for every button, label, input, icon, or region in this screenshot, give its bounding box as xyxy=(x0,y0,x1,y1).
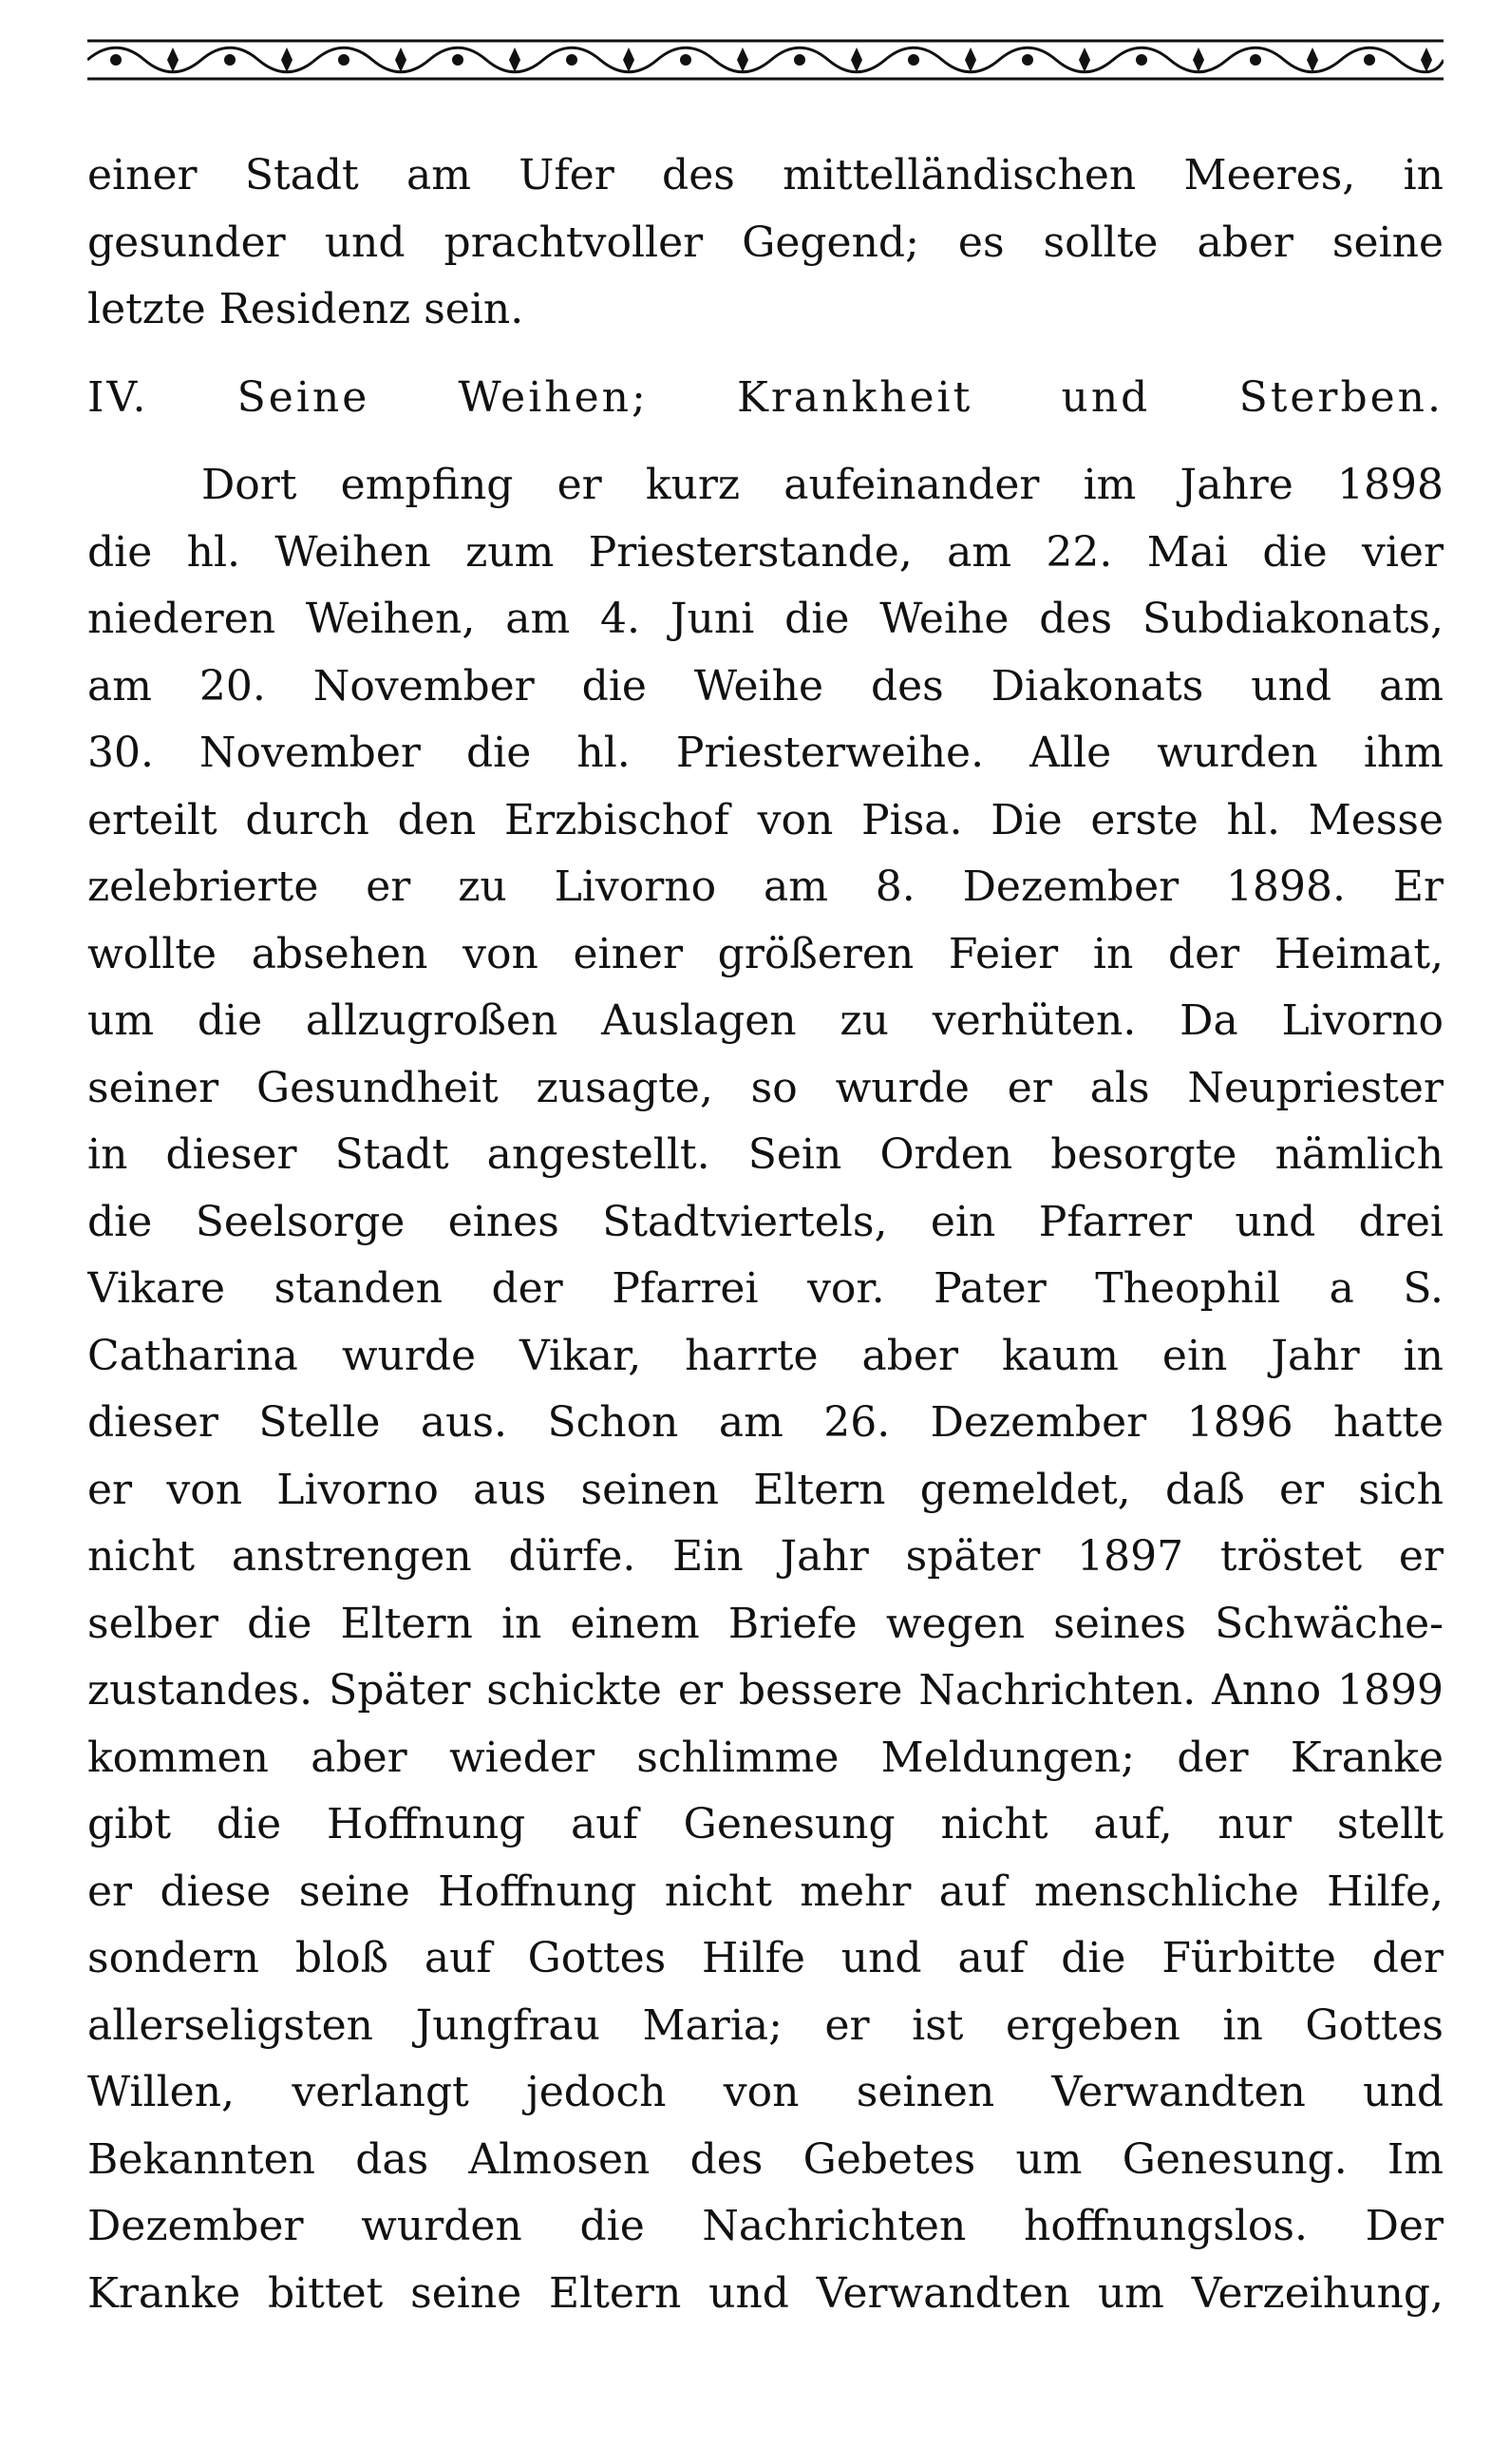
text-line: Catharina wurde Vikar, harrte aber kaum ein Jahr in xyxy=(87,1331,1444,1380)
text-line: allerseligsten Jungfrau Maria; er ist ergeben in Gottes xyxy=(87,2000,1444,2050)
text-line: zustandes. Später schickte er bessere Nachrichten. Anno 1899 xyxy=(87,1666,1444,1715)
text-line: die hl. Weihen zum Priesterstande, am 22. Mai die vier xyxy=(87,527,1444,577)
text-line: letzte Residenz sein. xyxy=(87,285,524,333)
text-line: dieser Stelle aus. Schon am 26. Dezember 1896 hatte xyxy=(87,1398,1444,1447)
text-line: zelebrierte er zu Livorno am 8. Dezember 1898. Er xyxy=(87,862,1444,911)
text-line: Willen, verlangt jedoch von seinen Verwandten und xyxy=(87,2068,1444,2116)
text-line: einer Stadt am Ufer des mittelländischen Meeres, in xyxy=(87,151,1444,199)
section-heading: IV. Seine Weihen; Krankheit und Sterben. xyxy=(87,372,1444,422)
text-line: niederen Weihen, am 4. Juni die Weihe des Subdiakonats, xyxy=(87,595,1444,643)
text-line: am 20. November die Weihe des Diakonats und am xyxy=(87,661,1444,711)
text-line: sondern bloß auf Gottes Hilfe und auf die Fürbitte der xyxy=(87,1934,1444,1982)
text-line: nicht anstrengen dürfe. Ein Jahr später 1897 tröstet er xyxy=(87,1532,1444,1581)
text-line: kommen aber wieder schlimme Meldungen; der Kranke xyxy=(87,1733,1444,1782)
text-line: erteilt durch den Erzbischof von Pisa. Die erste hl. Messe xyxy=(87,795,1444,844)
page-text xyxy=(87,142,1444,2327)
text-line: selber die Eltern in einem Briefe wegen seines Schwäche- xyxy=(87,1599,1444,1648)
text-line: Dort empfing er kurz aufeinander im Jahre 1898 xyxy=(201,461,1444,509)
text-line: seiner Gesundheit zusagte, so wurde er als Neupriester xyxy=(87,1063,1444,1112)
text-line: gesunder und prachtvoller Gegend; es sollte aber seine xyxy=(87,218,1444,267)
text-line: Dezember wurden die Nachrichten hoffnungslos. Der xyxy=(87,2202,1444,2250)
text-line: in dieser Stadt angestellt. Sein Orden besorgte nämlich xyxy=(87,1130,1444,1179)
text-line: 30. November die hl. Priesterweihe. Alle wurden ihm xyxy=(87,729,1444,777)
text-line: er diese seine Hoffnung nicht mehr auf menschliche Hilfe, xyxy=(87,1867,1444,1916)
text-line: Vikare standen der Pfarrei vor. Pater Theophil a S. xyxy=(87,1264,1444,1313)
text-line: er von Livorno aus seinen Eltern gemeldet, daß er sich xyxy=(87,1465,1444,1514)
text-line: gibt die Hoffnung auf Genesung nicht auf, nur stellt xyxy=(87,1800,1444,1848)
text-line: die Seelsorge eines Stadtviertels, ein Pfarrer und drei xyxy=(87,1197,1444,1246)
ornament-border-icon xyxy=(87,38,1444,82)
text-line: Bekannten das Almosen des Gebetes um Genesung. Im xyxy=(87,2134,1444,2184)
text-line: Kranke bittet seine Eltern und Verwandten um Verzeihung, xyxy=(87,2268,1444,2318)
text-line: wollte absehen von einer größeren Feier in der Heimat, xyxy=(87,929,1444,978)
text-line: um die allzugroßen Auslagen zu verhüten. Da Livorno xyxy=(87,996,1444,1045)
